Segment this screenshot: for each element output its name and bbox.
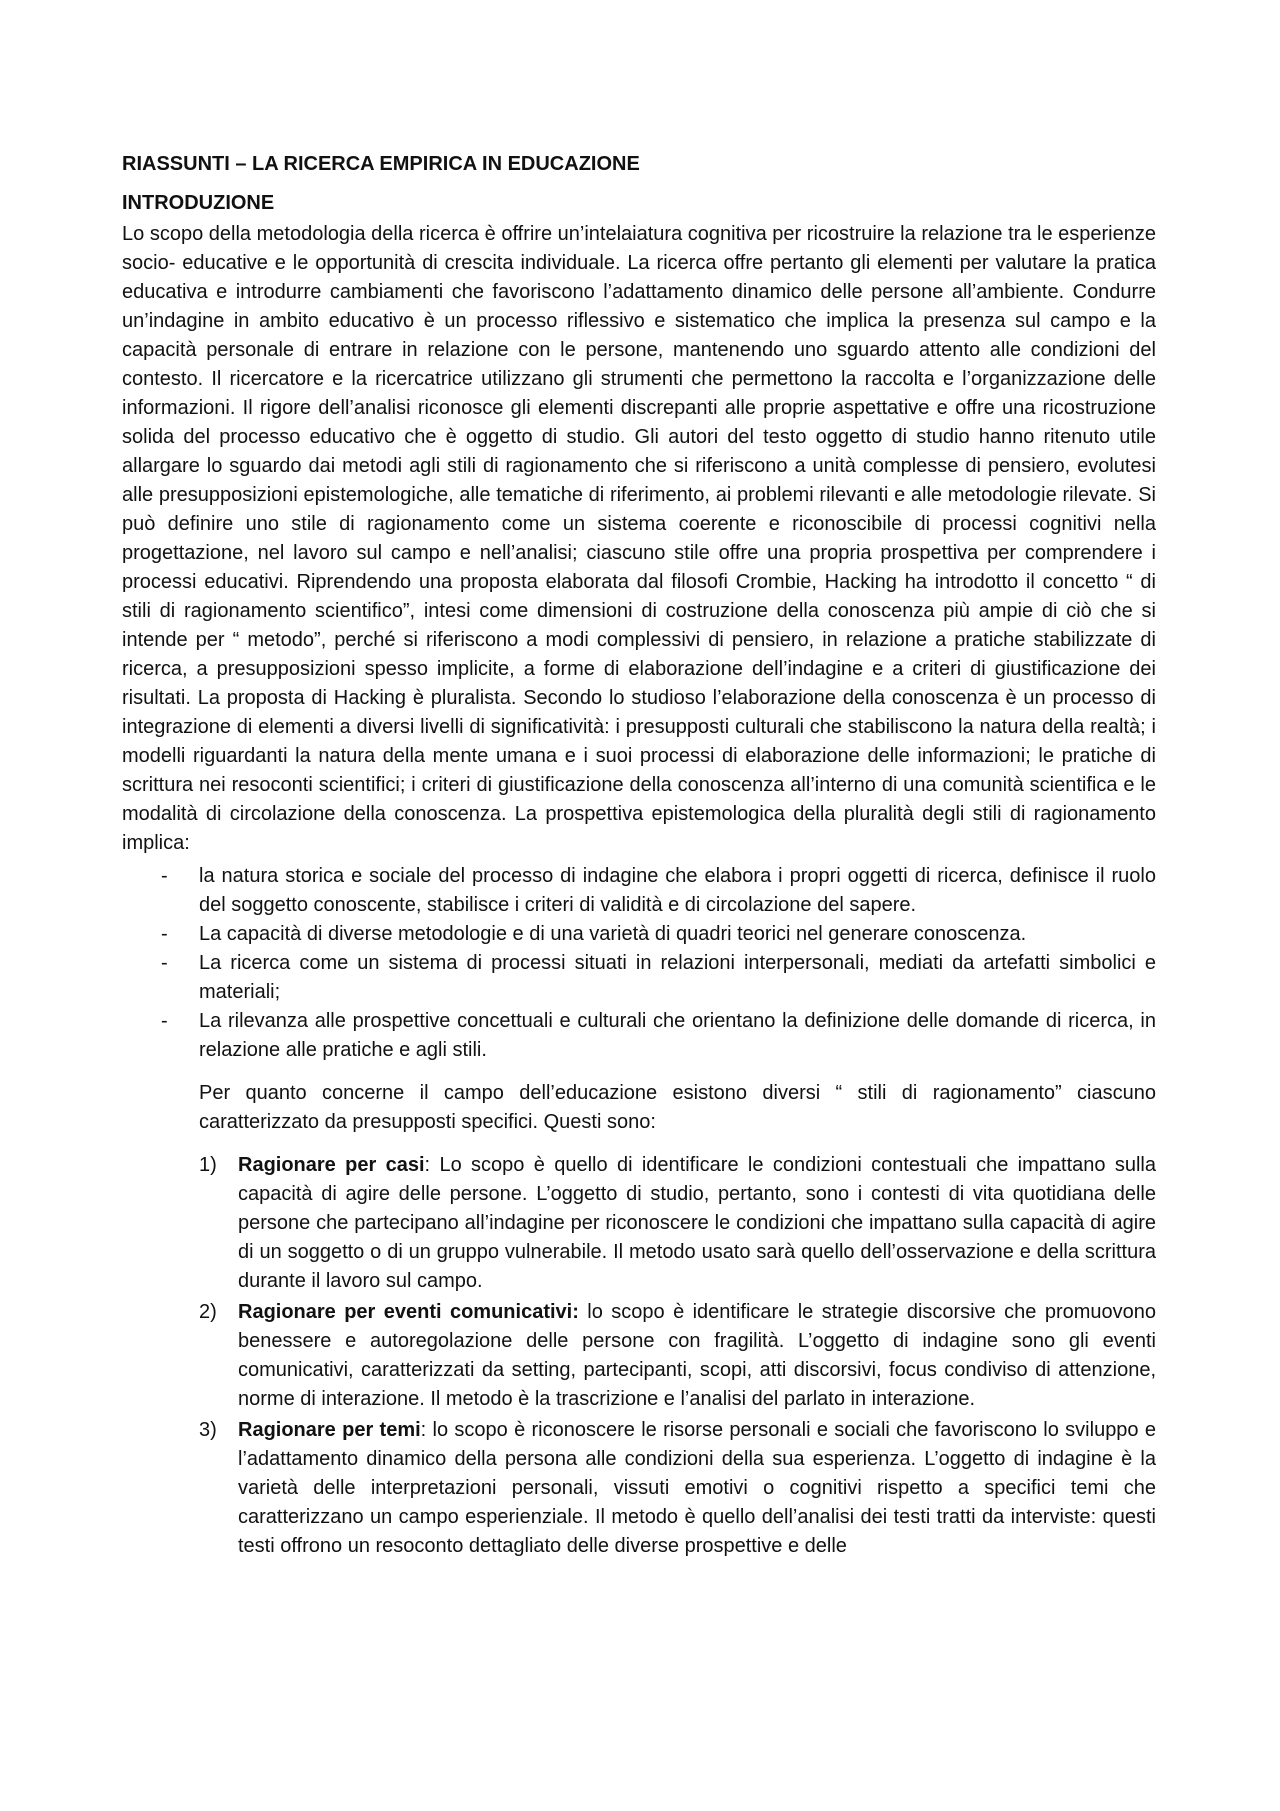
- bullet-dash: -: [161, 923, 168, 945]
- item-number: 2): [199, 1301, 217, 1323]
- style-text: : Lo scopo è quello di identificare le condizioni contestuali che impattano sulla capacità di agire delle persone. L’oggetto di studio, pertanto, sono i contesti di vita quotidiana delle persone che partecipano all’indagine per riconoscere le condizioni che impattano sulla capacità di agire di un soggetto o di un gruppo vulnerabile. Il metodo usato sarà quello dell’osservazione e della scrittura durante il lavoro sul campo.: [238, 1154, 1156, 1292]
- implications-list: [122, 862, 1156, 1065]
- intro-paragraph: Lo scopo della metodologia della ricerca è offrire un’intelaiatura cognitiva per ricostruire la relazione tra le esperienze socio- educative e le opportunità di crescita individuale. La ricerca offre pertanto gli elementi per valutare la pratica educativa e introdurre cambiamenti che favoriscono l’adattamento dinamico delle persone all’ambiente. Condurre un’indagine in ambito educativo è un processo riflessivo e sistematico che implica la presenza sul campo e la capacità personale di entrare in relazione con le persone, mantenendo uno sguardo attento alle condizioni del contesto. Il ricercatore e la ricercatrice utilizzano gli strumenti che permettono la raccolta e l’organizzazione delle informazioni. Il rigore dell’analisi riconosce gli elementi discrepanti alle proprie aspettative e offre una ricostruzione solida del processo educativo che è oggetto di studio. Gli autori del testo oggetto di studio hanno ritenuto utile allargare lo sguardo dai metodi agli stili di ragionamento che si riferiscono a unità complesse di pensiero, evolutesi alle presupposizioni epistemologiche, alle tematiche di riferimento, ai problemi rilevanti e alle metodologie rilevate. Si può definire uno stile di ragionamento come un sistema coerente e riconoscibile di processi cognitivi nella progettazione, nel lavoro sul campo e nell’analisi; ciascuno stile offre una propria prospettiva per comprendere i processi educativi. Riprendendo una proposta elaborata dal filosofi Crombie, Hacking ha introdotto il concetto “ di stili di ragionamento scientifico”, intesi come dimensioni di costruzione della conoscenza più ampie di ciò che si intende per “ metodo”, perché si riferiscono a modi complessivi di pensiero, in relazione a pratiche stabilizzate di ricerca, a presupposizioni spesso implicite, a forme di elaborazione dell’indagine e a criteri di giustificazione dei risultati. La proposta di Hacking è pluralista. Secondo lo studioso l’elaborazione della conoscenza è un processo di integrazione di elementi a diversi livelli di significatività: i presupposti culturali che stabiliscono la natura della realtà; i modelli riguardanti la natura della mente umana e i suoi processi di elaborazione delle informazioni; le pratiche di scrittura nei resoconti scientifici; i criteri di giustificazione della conoscenza all’interno di una comunità scientifica e le modalità di circolazione della conoscenza. La prospettiva epistemologica della pluralità degli stili di ragionamento implica:: [122, 223, 1156, 854]
- list-item-text: la natura storica e sociale del processo di indagine che elabora i propri oggetti di ricerca, definisce il ruolo del soggetto conoscente, stabilisce i criteri di validità e di circolazione del sapere.: [199, 865, 1156, 916]
- styles-intro: Per quanto concerne il campo dell’educazione esistono diversi “ stili di ragionamento” ciascuno caratterizzato da presupposti specifici. Questi sono:: [199, 1082, 1156, 1133]
- list-item: [199, 1151, 1156, 1296]
- style-text: lo scopo è identificare le strategie discorsive che promuovono benessere e autoregolazione delle persone con fragilità. L’oggetto di indagine sono gli eventi comunicativi, caratterizzati da setting, partecipanti, scopi, atti discorsivi, focus condiviso di attenzione, norme di interazione. Il metodo è la trascrizione e l’analisi del parlato in interazione.: [238, 1301, 1156, 1410]
- styles-list: [122, 1151, 1156, 1561]
- bullet-dash: -: [161, 865, 168, 887]
- list-item-text: La ricerca come un sistema di processi situati in relazioni interpersonali, mediati da artefatti simbolici e materiali;: [199, 952, 1156, 1003]
- bullet-dash: -: [161, 952, 168, 974]
- item-number: 1): [199, 1154, 217, 1176]
- item-number: 3): [199, 1419, 217, 1441]
- document-title: RIASSUNTI – LA RICERCA EMPIRICA IN EDUCAZIONE: [122, 153, 640, 175]
- style-term: Ragionare per temi: [238, 1419, 421, 1441]
- list-item: [199, 1416, 1156, 1561]
- list-item: [161, 862, 1156, 920]
- list-item-text: La rilevanza alle prospettive concettuali e culturali che orientano la definizione delle domande di ricerca, in relazione alle pratiche e agli stili.: [199, 1010, 1156, 1061]
- style-term: Ragionare per eventi comunicativi:: [238, 1301, 579, 1323]
- bullet-dash: -: [161, 1010, 168, 1032]
- list-item: [161, 920, 1156, 949]
- list-item-text: La capacità di diverse metodologie e di una varietà di quadri teorici nel generare conoscenza.: [199, 923, 1027, 945]
- section-title: INTRODUZIONE: [122, 192, 275, 214]
- list-item: [199, 1298, 1156, 1414]
- style-text: : lo scopo è riconoscere le risorse personali e sociali che favoriscono lo sviluppo e l’adattamento dinamico della persona alle condizioni della sua esperienza. L’oggetto di indagine è la varietà delle interpretazioni personali, vissuti emotivi o cognitivi rispetto a specifici temi che caratterizzano un campo esperienziale. Il metodo è quello dell’analisi dei testi tratti da interviste: questi testi offrono un resoconto dettagliato delle diverse prospettive e delle: [238, 1419, 1156, 1557]
- style-term: Ragionare per casi: [238, 1154, 425, 1176]
- list-item: [161, 949, 1156, 1007]
- document-page: [122, 150, 1156, 1563]
- list-item: [161, 1007, 1156, 1065]
